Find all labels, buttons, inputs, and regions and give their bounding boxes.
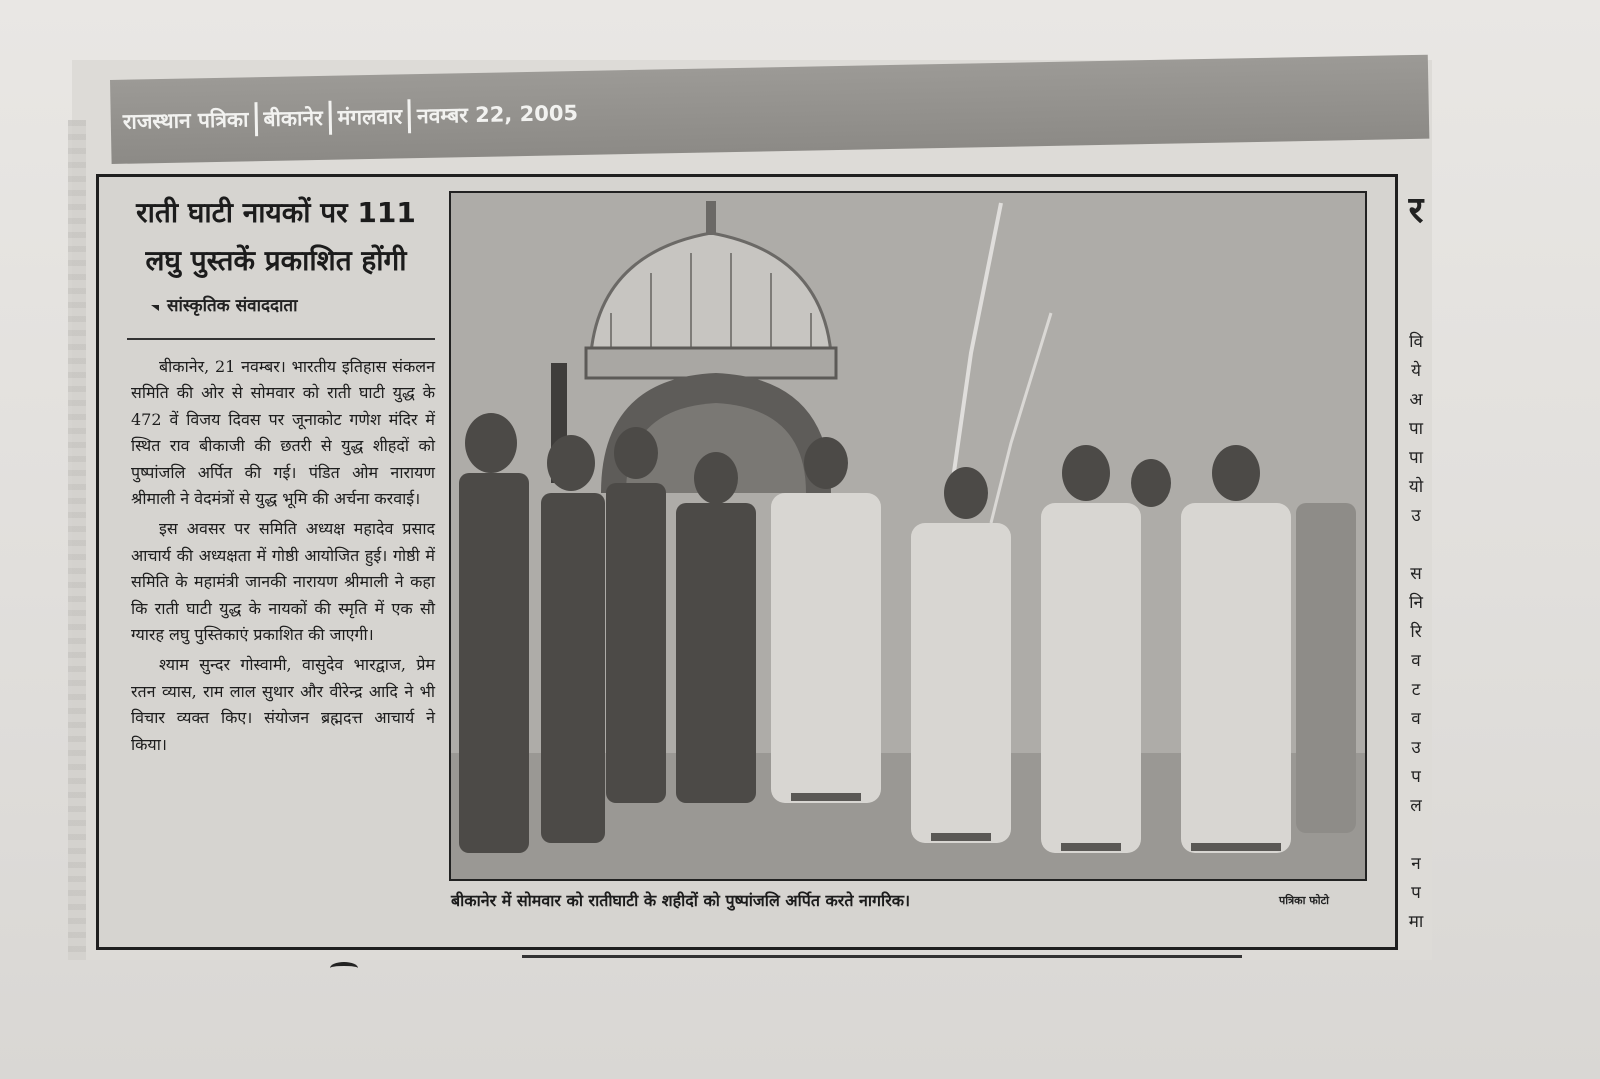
adjacent-char: ट bbox=[1411, 680, 1421, 700]
article-body bbox=[131, 354, 435, 758]
adjacent-gap bbox=[1402, 821, 1430, 850]
headline bbox=[113, 189, 439, 285]
adjacent-headline-char: र bbox=[1408, 190, 1424, 231]
adjacent-char: न bbox=[1411, 854, 1421, 874]
masthead-paper: राजस्थान पत्रिका bbox=[122, 107, 249, 134]
article-frame bbox=[96, 174, 1398, 950]
article-column bbox=[113, 189, 439, 929]
paragraph-1: बीकानेर, 21 नवम्बर। भारतीय इतिहास संकलन समिति की ओर से सोमवार को राती घाटी युद्ध के 472 वें विजय दिवस पर जूनाकोट गणेश मंदिर में स्थित राव बीकाजी की छतरी से युद्ध शीहदों को पुष्पांजलि अर्पित की गई। पंडित ओम नारायण श्रीमाली ने वेदमंत्रों से युद्ध भूमि की अर्चना करवाई। bbox=[131, 357, 435, 509]
photo-caption: बीकानेर में सोमवार को रातीघाटी के शहीदों को पुष्पांजलि अर्पित करते नागरिक। bbox=[451, 891, 911, 910]
adjacent-char: पा bbox=[1408, 448, 1424, 468]
adjacent-char: पा bbox=[1408, 419, 1424, 439]
masthead-separator bbox=[408, 99, 412, 133]
headline-line-1: राती घाटी नायकों पर 111 bbox=[136, 196, 416, 229]
adjacent-char: प bbox=[1411, 767, 1421, 787]
below-frame-rule bbox=[522, 955, 1242, 958]
masthead-day: मंगलवार bbox=[337, 104, 403, 130]
byline bbox=[151, 293, 439, 316]
masthead-separator bbox=[254, 102, 258, 136]
photo-credit: पत्रिका फोटो bbox=[1279, 894, 1330, 907]
below-frame-mark bbox=[330, 962, 358, 974]
adjacent-char: प bbox=[1411, 883, 1421, 903]
torn-edge-strip bbox=[68, 120, 86, 960]
adjacent-char: रि bbox=[1410, 622, 1422, 642]
headline-rule bbox=[127, 338, 435, 340]
adjacent-char: व bbox=[1411, 709, 1421, 729]
adjacent-char: अ bbox=[1409, 390, 1423, 410]
masthead-date: नवम्बर 22, 2005 bbox=[416, 101, 579, 129]
adjacent-char: व bbox=[1411, 651, 1421, 671]
adjacent-char: स bbox=[1410, 564, 1422, 584]
news-photo bbox=[449, 191, 1367, 881]
headline-line-2: लघु पुस्तकें प्रकाशित होंगी bbox=[145, 244, 407, 277]
masthead-separator bbox=[328, 101, 332, 135]
adjacent-char: यो bbox=[1408, 477, 1424, 497]
byline-marker-icon bbox=[151, 305, 159, 311]
adjacent-gap bbox=[1402, 246, 1430, 328]
adjacent-char: ल bbox=[1410, 796, 1422, 816]
byline-text: सांस्कृतिक संवाददाता bbox=[167, 296, 298, 316]
adjacent-gap bbox=[1402, 531, 1430, 560]
adjacent-char: ये bbox=[1411, 361, 1421, 381]
paragraph-2: इस अवसर पर समिति अध्यक्ष महादेव प्रसाद आचार्य की अध्यक्षता में गोष्ठी आयोजित हुई। गोष्ठी में समिति के महामंत्री जानकी नारायण श्रीमाली ने कहा कि राती घाटी युद्ध के नायकों की स्मृति में एक सौ ग्यारह लघु पुस्तिकाएं प्रकाशित की जाएगी। bbox=[131, 519, 435, 645]
adjacent-article-fragment bbox=[1402, 176, 1430, 946]
adjacent-char: वि bbox=[1409, 332, 1423, 352]
adjacent-char: उ bbox=[1411, 738, 1421, 758]
masthead-city: बीकानेर bbox=[263, 105, 323, 132]
adjacent-char: उ bbox=[1411, 506, 1421, 526]
adjacent-char: नि bbox=[1409, 593, 1423, 613]
paragraph-3: श्याम सुन्दर गोस्वामी, वासुदेव भारद्वाज, प्रेम रतन व्यास, राम लाल सुथार और वीरेन्द्र आदि ने भी विचार व्यक्त किए। संयोजन ब्रह्मदत्त आचार्य ने किया। bbox=[131, 655, 435, 754]
adjacent-char: मा bbox=[1408, 912, 1424, 932]
photo-illustration bbox=[451, 193, 1365, 879]
